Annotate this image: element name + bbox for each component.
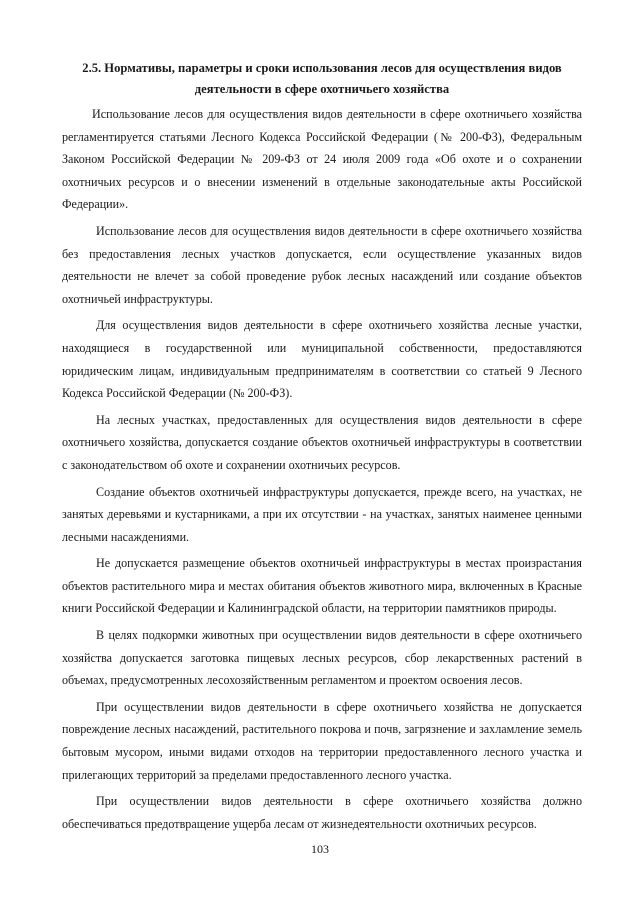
paragraph-damage-prevention: При осуществлении видов деятельности в сфере охотничьего хозяйства должно обеспечиваться предотвращение ущерба лесам от жизнедеятельности охотничьих ресурсов. xyxy=(62,794,582,831)
section-heading-line-2: деятельности в сфере охотничьего хозяйства xyxy=(194,82,450,96)
paragraph-legal-basis: Использование лесов для осуществления видов деятельности в сфере охотничьего хозяйства регламентируется статьями Лесного Кодекса Российской Федерации (№ 200-ФЗ), Федеральным Законом Российской Федерации № 209-ФЗ от 24 июля 2009 года «Об охоте и о сохранении охотничьих ресурсов и о внесении изменений в отдельные законодательные акты Российской Федерации». xyxy=(62,107,582,212)
paragraph-plot-provision: Для осуществления видов деятельности в сфере охотничьего хозяйства лесные участки, находящиеся в государственной или муниципальной собственности, предоставляются юридическим лицам, индивидуальным предпринимателям в соответствии со статьей 9 Лесного Кодекса Российской Федерации (№ 200-ФЗ). xyxy=(62,318,582,401)
page-number: 103 xyxy=(311,842,329,856)
paragraph-infrastructure-location: Создание объектов охотничьей инфраструктуры допускается, прежде всего, на участках, не занятых деревьями и кустарниками, а при их отсутствии - на участках, занятых наименее ценными лесными насаждениями. xyxy=(62,484,582,544)
paragraph-damage-prohibition: При осуществлении видов деятельности в сфере охотничьего хозяйства не допускается повреждение лесных насаждений, растительного покрова и почв, загрязнение и захламление земель бытовым мусором, иными видами отходов на территории предоставленного лесного участка и прилегающих территорий за пределами предоставленного лесного участка. xyxy=(62,699,582,782)
paragraph-infrastructure-creation: На лесных участках, предоставленных для осуществления видов деятельности в сфере охотничьего хозяйства, допускается создание объектов охотничьей инфраструктуры в соответствии с законодательством об охоте и сохранении охотничьих ресурсов. xyxy=(62,412,582,472)
document-page xyxy=(62,58,582,839)
paragraph-animal-feeding: В целях подкормки животных при осуществлении видов деятельности в сфере охотничьего хозяйства допускается заготовка пищевых лесных ресурсов, сбор лекарственных растений в объемах, предусмотренных лесохозяйственным регламентом и проектом освоения лесов. xyxy=(62,628,582,688)
section-heading-line-1: 2.5. Нормативы, параметры и сроки использования лесов для осуществления видов xyxy=(82,61,562,75)
section-heading xyxy=(62,58,582,100)
paragraph-use-without-plots: Использование лесов для осуществления видов деятельности в сфере охотничьего хозяйства без предоставления лесных участков допускается, если осуществление указанных видов деятельности не влечет за собой проведение рубок лесных насаждений или создание объектов охотничьей инфраструктуры. xyxy=(62,223,582,306)
paragraph-infrastructure-restrictions: Не допускается размещение объектов охотничьей инфраструктуры в местах произрастания объектов растительного мира и местах обитания объектов животного мира, включенных в Красные книги Российской Федерации и Калининградской области, на территории памятников природы. xyxy=(62,556,582,616)
